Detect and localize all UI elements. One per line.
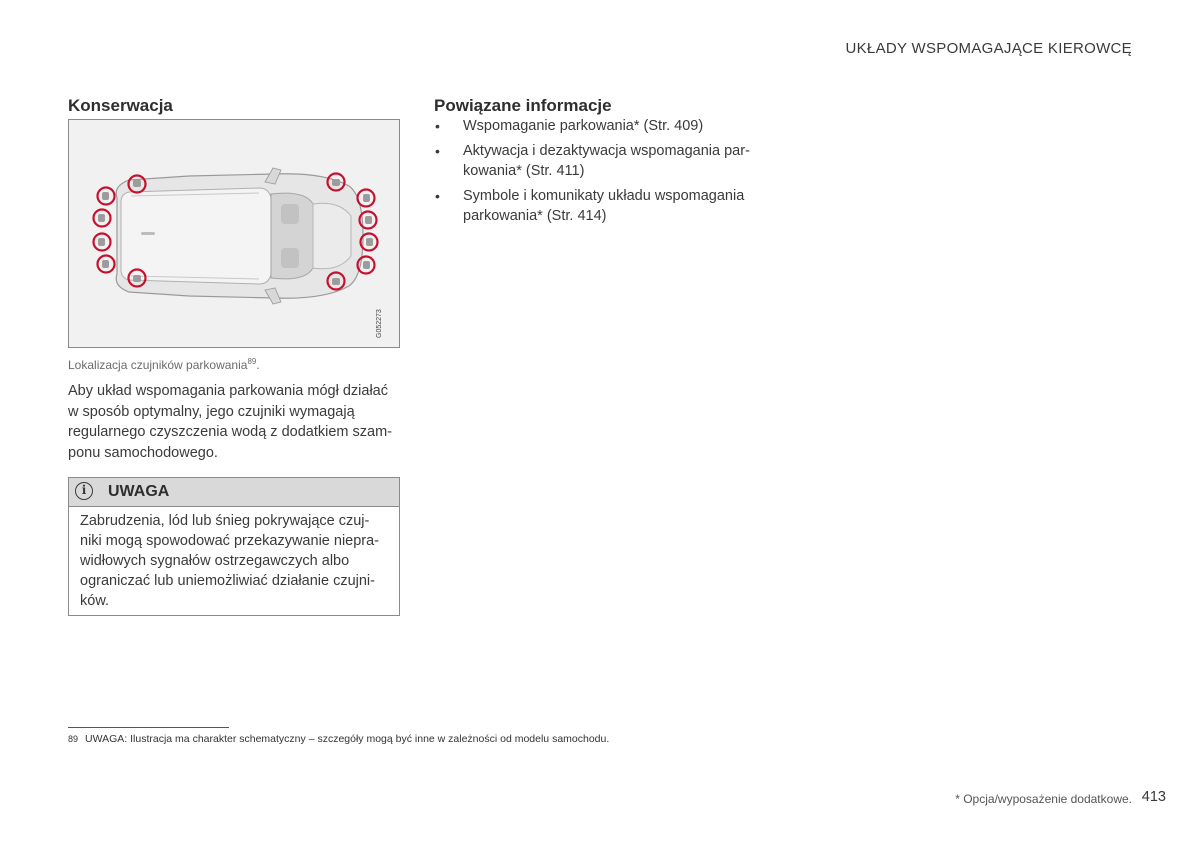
footnote-text: UWAGA: Ilustracja ma charakter schematyczny – szczegóły mogą być inne w zależności od modelu samochodu. — [85, 733, 610, 745]
bullet-icon: • — [435, 187, 440, 204]
section-title-related-info: Powiązane informacje — [434, 96, 612, 115]
footnote-number: 89 — [68, 734, 79, 744]
related-link-symbols[interactable]: • Symbole i komunikaty układu wspomagania parkowania* (Str. 414) — [435, 187, 745, 224]
info-icon: i — [75, 482, 93, 500]
note-text: Zabrudzenia, lód lub śnieg pokrywające czuj- niki mogą spowodować przekazywanie niepra- widłowych sygnałów ostrzegawczych albo ograniczać lub uniemożliwiać działanie czujni- ków. — [80, 513, 380, 609]
section-title-maintenance: Konserwacja — [68, 96, 173, 115]
car-top-view-illustration — [69, 120, 399, 347]
figure-code: G052273 — [376, 309, 383, 338]
running-header: UKŁADY WSPOMAGAJĄCE KIEROWCĘ — [845, 40, 1132, 57]
optional-equipment-note: * Opcja/wyposażenie dodatkowe. — [955, 792, 1132, 806]
maintenance-paragraph: Aby układ wspomagania parkowania mógł działać w sposób optymalny, jego czujniki wymagają regularnego czyszczenia wodą z dodatkiem szam- ponu samochodowego. — [68, 383, 392, 461]
figure-caption: Lokalizacja czujników parkowania$^{89}$. — [68, 357, 260, 372]
footnote-divider — [68, 727, 229, 728]
note-header — [69, 478, 399, 507]
note-box — [68, 477, 400, 616]
note-title: UWAGA — [108, 483, 170, 500]
page-number: 413 — [1141, 789, 1166, 805]
bullet-icon: • — [435, 142, 440, 159]
footnote — [68, 733, 609, 745]
related-link-activation[interactable]: • Aktywacja i dezaktywacja wspomagania par- kowania* (Str. 411) — [435, 142, 750, 179]
related-info-list — [434, 116, 750, 231]
related-link-parking-assist[interactable]: • Wspomaganie parkowania* (Str. 409) — [434, 116, 750, 137]
footnote-ref[interactable]: 89 — [247, 357, 257, 366]
bullet-icon: • — [435, 118, 440, 134]
parking-sensors-figure — [68, 119, 400, 348]
